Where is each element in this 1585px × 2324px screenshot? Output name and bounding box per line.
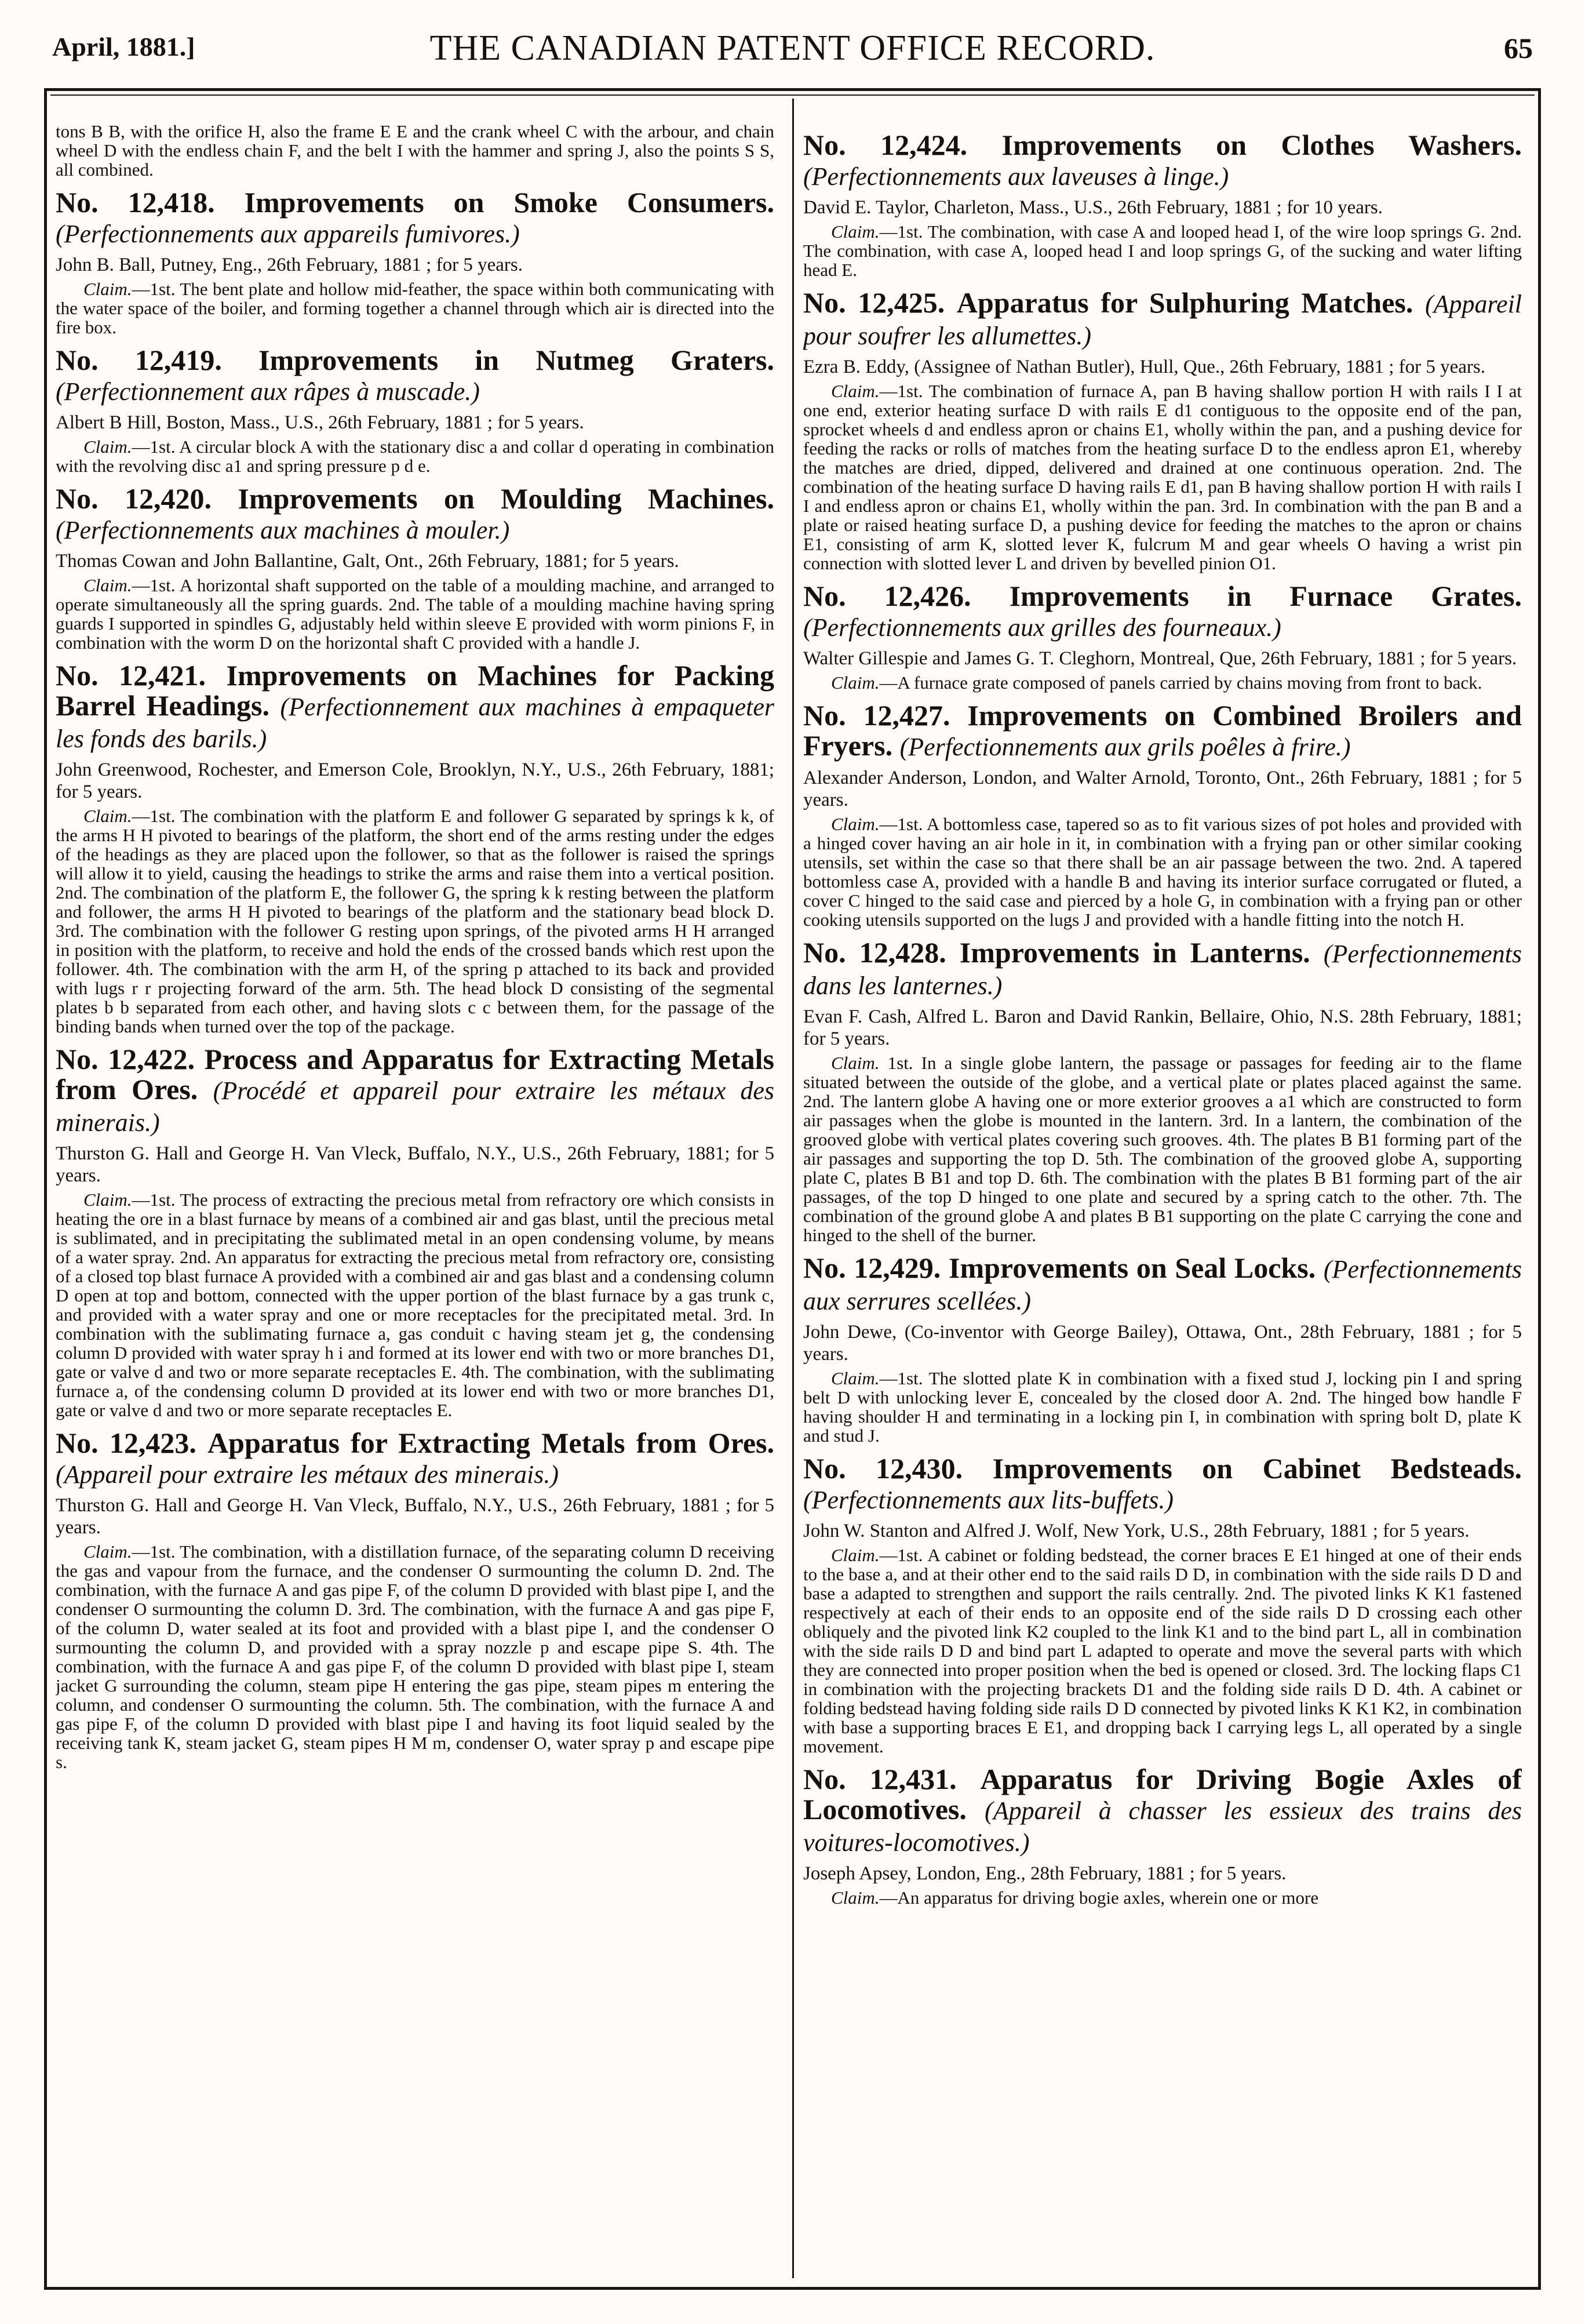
issue-date: April, 1881.] bbox=[52, 32, 195, 61]
patent-inventor: John Greenwood, Rochester, and Emerson Cole, Brooklyn, N.Y., U.S., 26th February, 1881; for 5 years. bbox=[56, 759, 774, 802]
patent-number: No. 12,418. bbox=[56, 186, 215, 219]
patent-inventor: Thurston G. Hall and George H. Van Vleck, Buffalo, N.Y., U.S., 26th February, 1881; for 5 years. bbox=[56, 1143, 774, 1186]
patent-french-title: (Perfectionnements aux machines à mouler.) bbox=[56, 516, 510, 544]
patent-french-title: (Perfectionnements aux grils poêles à frire.) bbox=[899, 733, 1351, 761]
claim-label: Claim. bbox=[831, 1053, 880, 1073]
patent-heading bbox=[803, 937, 1522, 1001]
patent-french-title: (Perfectionnements aux lits-buffets.) bbox=[803, 1486, 1174, 1514]
patent-title: Improvements in Furnace Grates. bbox=[1009, 580, 1522, 612]
patent-number: No. 12,430. bbox=[803, 1452, 963, 1485]
patent-heading bbox=[56, 345, 774, 407]
claim-text: 1st. In a single globe lantern, the passage or passages for feeding air to the flame situated between the outside of the globe, and a vertical plate or plates placed against the same. 2nd. The lantern globe A having one or more exterior grooves a a1 which are constructed to form air passages when the globe is mounted in the lantern. 3rd. In a lantern, the combination of the grooved globe with vertical plates covering such grooves. 4th. The plates B B1 forming part of the air passages and supporting the top D. 5th. The combination of the grooved globe A, supporting plate C, plates B B1 and top D. 6th. The combination with the plates B B1 forming part of the air passages, of the top D hinged to one plate and secured by a spring catch to the other. 7th. The combination of the ground globe A and plates B B1 supporting on the plate C carrying the cone and hinged to the shell of the burner. bbox=[803, 1053, 1522, 1245]
patent-french-title: (Perfectionnement aux machines à empaqueter les fonds des barils.) bbox=[56, 693, 774, 753]
patent-heading bbox=[803, 581, 1522, 643]
claim-text: —1st. The combination of furnace A, pan B having shallow portion H with rails I I at one end, exterior heating surface D with rails E d1 contiguous to the opposite end of the pan, sprocket wheels d and endless apron or chains E1, wholly within the pan, and a pushing device for feeding the racks or rolls of matches from the heating surface D to the endless apron E1, whereby the matches are dried, dipped, delivered and drained at one continuous operation. 2nd. The combination of the heating surface D having rails E d1, pan B having shallow portion H with rails I I and endless apron or chains E1, wholly within the pan. 3rd. In combination with the pan B and a plate or raised heating surface D, a pushing device for feeding the matches to the apron or chains E1, consisting of arm K, slotted lever K, fulcrum M and gear wheels O having a wrist pin connection with slotted lever L and driven by bevelled pinion O1. bbox=[803, 381, 1522, 573]
patent-entry bbox=[56, 660, 774, 1036]
claim-label: Claim. bbox=[831, 1545, 880, 1565]
patent-heading bbox=[803, 288, 1522, 351]
claim-text: —1st. A horizontal shaft supported on the table of a moulding machine, and arranged to operate simultaneously all the spring guards. 2nd. The table of a moulding machine having spring guards I supported in spindles G, adjustably held within sleeve E provided with worm pinions F, in combination with the worm D on the horizontal shaft C provided with a handle J. bbox=[56, 575, 774, 653]
patent-french-title: (Perfectionnement aux râpes à muscade.) bbox=[56, 377, 480, 406]
patent-entry bbox=[803, 1453, 1522, 1756]
patent-entry bbox=[803, 130, 1522, 279]
claim-text: —1st. The combination, with a distillation furnace, of the separating column D receiving the gas and vapour from the furnace, and the condenser O surmounting the column D. 2nd. The combination, with the furnace A and gas pipe F, of the column D provided with blast pipe I, and the condenser O surmounting the column D. 3rd. The combination, with the furnace A and gas pipe F, of the column D, water sealed at its foot and provided with a blast pipe I, and the condenser O surmounting the column D, and provided with a spray nozzle p and escape pipe S. 4th. The combination, with the furnace A and gas pipe F, of the column D provided with blast pipe I, steam jacket G surrounding the column, steam pipe H entering the gas pipe, steam pipes m entering the column, and condenser O surmounting the column. 5th. The combination, with the furnace A and gas pipe F, of the column D provided with blast pipe I and having its foot liquid sealed by the receiving tank K, steam jacket G, steam pipes H M m, condenser O, water spray p and escape pipe s. bbox=[56, 1541, 774, 1772]
claim-label: Claim. bbox=[831, 1368, 880, 1388]
patent-inventor: Thurston G. Hall and George H. Van Vleck, Buffalo, N.Y., U.S., 26th February, 1881 ; for 5 years. bbox=[56, 1495, 774, 1538]
patent-claim bbox=[803, 814, 1522, 929]
claim-text: —A furnace grate composed of panels carried by chains moving from front to back. bbox=[879, 672, 1482, 693]
patent-number: No. 12,428. bbox=[803, 936, 946, 969]
patent-heading bbox=[56, 660, 774, 754]
patent-claim bbox=[56, 1190, 774, 1420]
patent-claim bbox=[56, 279, 774, 337]
claim-text: —1st. The combination, with case A and looped head I, of the wire loop springs G. 2nd. The combination, with case A, looped head I and loop springs G, of the sucking and water lifting head E. bbox=[803, 221, 1522, 280]
claim-label: Claim. bbox=[831, 381, 880, 401]
patent-title: Improvements on Cabinet Bedsteads. bbox=[992, 1452, 1522, 1485]
claim-label: Claim. bbox=[83, 1190, 132, 1210]
patent-number: No. 12,427. bbox=[803, 699, 950, 732]
claim-text: —1st. The bent plate and hollow mid-feather, the space within both communicating with the water space of the boiler, and forming together a channel through which air is directed into the fire box. bbox=[56, 279, 774, 337]
continued-claim-text: tons B B, with the orifice H, also the frame E E and the crank wheel C with the arbour, and chain wheel D with the endless chain F, and the belt I with the hammer and spring J, also the points S S, all combined. bbox=[56, 122, 774, 180]
claim-text: —1st. The combination with the platform E and follower G separated by springs k k, of the arms H H pivoted to bearings of the platform, the short end of the arms resting under the edges of the headings as they are placed upon the follower, so that as the follower is raised the springs will allow it to yield, causing the headings to strike the arms and raise them into a vertical position. 2nd. The combination of the platform E, the follower G, the spring k k resting between the platform and follower, the arms H H pivoted to bearings of the platform and the stationary bead block D. 3rd. The combination with the follower G resting upon springs, of the pivoted arms H H arranged in position with the platform, to receive and hold the ends of the crossed bands which rest upon the follower. 4th. The combination with the arm H, of the spring p attached to its back and provided with lugs r r projecting forward of the arm. 5th. The head block D consisting of the segmental plates b b separated from each other, and having slots c c between them, for the passage of the binding bands when turned over the top of the package. bbox=[56, 806, 774, 1036]
patent-french-title: (Procédé et appareil pour extraire les métaux des minerais.) bbox=[56, 1076, 774, 1137]
patent-claim bbox=[56, 576, 774, 652]
patent-french-title: (Perfectionnements aux grilles des fourneaux.) bbox=[803, 613, 1281, 642]
patent-heading bbox=[56, 1428, 774, 1490]
patent-entry bbox=[803, 937, 1522, 1245]
patent-heading bbox=[56, 1044, 774, 1138]
page-number: 65 bbox=[1504, 32, 1533, 64]
claim-label: Claim. bbox=[83, 1541, 132, 1562]
claim-text: —1st. A circular block A with the stationary disc a and collar d operating in combination with the revolving disc a1 and spring pressure p d e. bbox=[56, 437, 774, 476]
patent-inventor: Ezra B. Eddy, (Assignee of Nathan Butler), Hull, Que., 26th February, 1881 ; for 5 years. bbox=[803, 357, 1486, 377]
patent-inventor: John W. Stanton and Alfred J. Wolf, New York, U.S., 28th February, 1881 ; for 5 years. bbox=[803, 1521, 1470, 1541]
patent-entry bbox=[803, 700, 1522, 929]
claim-label: Claim. bbox=[83, 575, 132, 595]
patent-number: No. 12,420. bbox=[56, 482, 212, 515]
patent-inventor: John Dewe, (Co-inventor with George Bailey), Ottawa, Ont., 28th February, 1881 ; for 5 years. bbox=[803, 1322, 1522, 1365]
claim-label: Claim. bbox=[83, 279, 132, 299]
patent-title: Process and Apparatus for Extracting Metals from Ores. bbox=[56, 1043, 774, 1105]
patent-entry bbox=[803, 288, 1522, 573]
patent-french-title: (Perfectionnements aux serrures scellées.) bbox=[803, 1255, 1522, 1315]
patent-claim bbox=[803, 1545, 1522, 1756]
patent-number: No. 12,429. bbox=[803, 1252, 941, 1284]
patent-inventor: Walter Gillespie and James G. T. Cleghorn, Montreal, Que, 26th February, 1881 ; for 5 years. bbox=[803, 648, 1517, 669]
patent-french-title: (Perfectionnements aux laveuses à linge.) bbox=[803, 162, 1229, 191]
patent-number: No. 12,424. bbox=[803, 129, 968, 161]
patent-number: No. 12,426. bbox=[803, 580, 971, 612]
patent-french-title: (Appareil pour extraire les métaux des minerais.) bbox=[56, 1460, 559, 1489]
patent-entry bbox=[803, 1764, 1522, 1907]
patent-claim bbox=[803, 1053, 1522, 1245]
patent-title: Improvements on Moulding Machines. bbox=[238, 482, 774, 515]
patent-claim bbox=[803, 1369, 1522, 1445]
patent-inventor: Evan F. Cash, Alfred L. Baron and David Rankin, Bellaire, Ohio, N.S. 28th February, 1881; for 5 years. bbox=[803, 1006, 1522, 1049]
claim-text: —1st. A cabinet or folding bedstead, the corner braces E E1 hinged at one of their ends to the base a, and at their other end to the said rails D D, in combination with the side rails D D and base a adapted to strengthen and support the rails centrally. 2nd. The pivoted links K K1 fastened respectively at each of their ends to an opposite end of the side rails D D crossing each other obliquely and the pivoted link K2 coupled to the link K1 and to the bind part L, all in combination with the side rails D D and bind part L adapted to operate and move the several parts with which they are connected into proper position when the bed is opened or closed. 3rd. The locking flaps C1 in combination with the projecting brackets D1 and the folding side rails D D. 4th. A cabinet or folding bedstead having folding side rails D D connected by pivoted links K K1 K2, in combination with base a supporting braces E E1, and dropping back I carrying legs L, all operated by a single movement. bbox=[803, 1545, 1522, 1756]
patent-title: Improvements on Seal Locks. bbox=[948, 1252, 1316, 1284]
patent-inventor: Albert B Hill, Boston, Mass., U.S., 26th February, 1881 ; for 5 years. bbox=[56, 412, 584, 433]
patent-title: Improvements on Machines for Packing Barrel Headings. bbox=[56, 659, 774, 722]
patent-number: No. 12,425. bbox=[803, 286, 945, 319]
patent-claim bbox=[56, 806, 774, 1036]
patent-claim bbox=[56, 437, 774, 475]
patent-claim bbox=[803, 381, 1522, 573]
patent-heading bbox=[803, 1764, 1522, 1858]
patent-number: No. 12,431. bbox=[803, 1763, 957, 1795]
patent-title: Improvements on Clothes Washers. bbox=[1001, 129, 1522, 161]
patent-heading bbox=[803, 130, 1522, 192]
publication-title: THE CANADIAN PATENT OFFICE RECORD. bbox=[429, 28, 1156, 68]
patent-number: No. 12,422. bbox=[56, 1043, 195, 1075]
page-header bbox=[52, 26, 1533, 78]
patent-claim bbox=[803, 222, 1522, 279]
patent-inventor: Alexander Anderson, London, and Walter Arnold, Toronto, Ont., 26th February, 1881 ; for 5 years. bbox=[803, 768, 1522, 810]
patent-inventor: Joseph Apsey, London, Eng., 28th February, 1881 ; for 5 years. bbox=[803, 1863, 1287, 1884]
patent-title: Improvements on Combined Broilers and Fryers. bbox=[803, 699, 1522, 762]
patent-french-title: (Appareil à chasser les essieux des trains des voitures-locomotives.) bbox=[803, 1796, 1522, 1857]
patent-heading bbox=[56, 483, 774, 545]
patent-claim bbox=[803, 1888, 1522, 1907]
claim-label: Claim. bbox=[83, 437, 132, 457]
patent-title: Apparatus for Extracting Metals from Ores. bbox=[207, 1427, 774, 1459]
patent-inventor: Thomas Cowan and John Ballantine, Galt, Ont., 26th February, 1881; for 5 years. bbox=[56, 551, 679, 572]
patent-heading bbox=[803, 1253, 1522, 1316]
patent-title: Improvements in Lanterns. bbox=[959, 936, 1310, 969]
patent-number: No. 12,419. bbox=[56, 344, 222, 376]
patent-title: Improvements on Smoke Consumers. bbox=[244, 186, 774, 219]
claim-text: —1st. The process of extracting the precious metal from refractory ore which consists in heating the ore in a blast furnace by means of a combined air and gas blast, until the precious metal is sublimated, and in precipitating the sublimated metal in an open condensing volume, by means of a water spray. 2nd. An apparatus for extracting the precious metal from refractory ore, consisting of a closed top blast furnace A provided with a combined air and gas blast and a condensing column D open at top and bottom, connected with the upper portion of the blast furnace by a gas trunk c, and provided with a water spray and one or more receptacles for the precipitated metal. 3rd. In combination with the sublimating furnace a, gas conduit c having steam jet g, the condensing column D provided with water spray h i and formed at its lower end with two or more branches D1, gate or valve d and two or more separate receptacles E. 4th. The combination, with the sublimating furnace a, of the condensing column D provided at its lower end with two or more branches D1, gate or valve d and two or more separate receptacles E. bbox=[56, 1190, 774, 1420]
patent-entry bbox=[803, 1253, 1522, 1445]
claim-label: Claim. bbox=[83, 806, 132, 826]
patent-claim bbox=[56, 1542, 774, 1772]
patent-entry bbox=[56, 1044, 774, 1420]
claim-text: —An apparatus for driving bogie axles, wherein one or more bbox=[879, 1887, 1319, 1908]
patent-entry bbox=[56, 483, 774, 652]
patent-heading bbox=[803, 700, 1522, 762]
patent-title: Apparatus for Driving Bogie Axles of Locomotives. bbox=[803, 1763, 1522, 1825]
patent-title: Apparatus for Sulphuring Matches. bbox=[956, 286, 1413, 319]
patent-entry bbox=[56, 1428, 774, 1772]
claim-label: Claim. bbox=[831, 1887, 880, 1908]
left-column bbox=[56, 122, 774, 2278]
patent-title: Improvements in Nutmeg Graters. bbox=[258, 344, 774, 376]
claim-label: Claim. bbox=[831, 672, 880, 693]
claim-text: —1st. The slotted plate K in combination with a fixed stud J, locking pin I and spring belt D with unlocking lever E, concealed by the closed door A. 2nd. The hinged bow handle F having shoulder H and terminating in a locking pin I, in combination with spring bolt D, plate K and stud J. bbox=[803, 1368, 1522, 1446]
right-column bbox=[803, 122, 1522, 2278]
patent-french-title: (Appareil pour soufrer les allumettes.) bbox=[803, 290, 1522, 350]
patent-french-title: (Perfectionnements dans les lanternes.) bbox=[803, 940, 1522, 1000]
patent-heading bbox=[56, 187, 774, 249]
patent-number: No. 12,421. bbox=[56, 659, 206, 692]
patent-inventor: David E. Taylor, Charleton, Mass., U.S., 26th February, 1881 ; for 10 years. bbox=[803, 197, 1383, 218]
claim-label: Claim. bbox=[831, 814, 880, 834]
claim-text: —1st. A bottomless case, tapered so as to fit various sizes of pot holes and provided with a hinged cover having an air hole in it, in combination with a frying pan or other similar cooking utensils, set within the case so that there shall be an air passage between the two. 2nd. A tapered bottomless case A, provided with a handle B and having its interior surface corrugated or fluted, a cover C hinged to the said case and pierced by a hole G, in combination with a frying pan or other cooking utensils supported on the lugs J and provided with a handle fitting into the notch H. bbox=[803, 814, 1522, 930]
column-divider bbox=[792, 99, 794, 2278]
patent-claim bbox=[803, 673, 1522, 692]
patent-entry bbox=[56, 187, 774, 337]
patent-entry bbox=[803, 581, 1522, 692]
patent-heading bbox=[803, 1453, 1522, 1515]
patent-number: No. 12,423. bbox=[56, 1427, 196, 1459]
patent-inventor: John B. Ball, Putney, Eng., 26th February, 1881 ; for 5 years. bbox=[56, 254, 523, 275]
patent-french-title: (Perfectionnements aux appareils fumivores.) bbox=[56, 220, 520, 248]
patent-entry bbox=[56, 345, 774, 475]
claim-label: Claim. bbox=[831, 221, 880, 242]
